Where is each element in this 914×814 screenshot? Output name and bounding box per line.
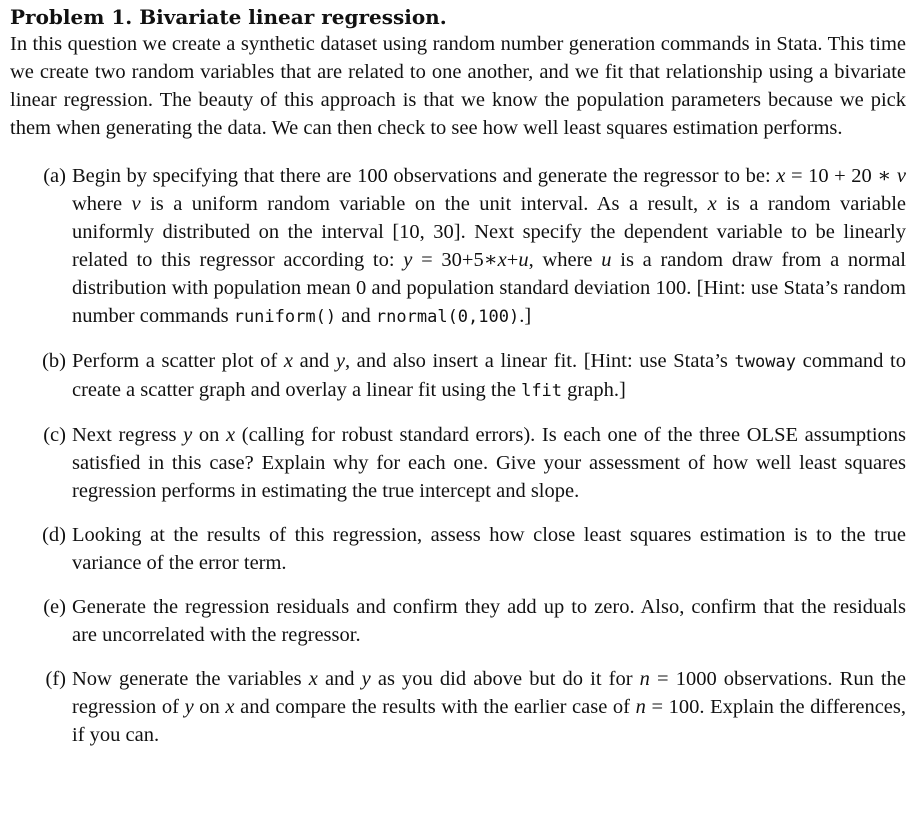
text-segment: and (292, 350, 336, 372)
text-segment: is a random variable uniformly distributed on the interval [10, 30]. Next specify the dependent variable to be linearly related to this regressor according to: (72, 193, 906, 271)
math-variable: n (639, 668, 650, 690)
text-segment: command to create a scatter graph and overlay a linear fit using the (72, 350, 907, 401)
part-label: (e) (43, 596, 66, 618)
part-label: (f) (45, 668, 66, 690)
text-segment: and (317, 668, 362, 690)
part-text (72, 421, 906, 505)
problem-parts-list (10, 162, 906, 749)
text-segment: is a uniform random variable on the unit interval. As a result, (140, 193, 708, 215)
math-variable: x (776, 165, 786, 187)
text-segment: graph.] (562, 379, 626, 401)
part-label: (c) (43, 424, 66, 446)
text-segment: Looking at the results of this regression, assess how close least squares estimation is to the true variance of the error term. (72, 524, 906, 574)
problem-intro: In this question we create a synthetic dataset using random number generation commands in Stata. This time we create two random variables that are related to one another, and we fit that relationship using a bivariate linear regression. The beauty of this approach is that we know the population parameters because we pick them when generating the data. We can then check to see how well least squares estimation performs. (10, 33, 906, 139)
math-variable: y (183, 424, 193, 446)
text-segment: = 100. Explain the differences, if you can. (72, 696, 906, 746)
text-segment: Begin by specifying that there are 100 observations and generate the regressor to be: (72, 165, 777, 187)
math-variable: x (308, 668, 318, 690)
text-segment: Generate the regression residuals and confirm they add up to zero. Also, confirm that the residuals are uncorrelated with the regressor. (72, 596, 906, 646)
math-variable: u (601, 249, 612, 271)
code-snippet: lfit (521, 381, 563, 401)
text-segment: = 30+5∗ (412, 249, 498, 271)
text-segment: and compare the results with the earlier case of (234, 696, 636, 718)
problem-part (10, 593, 906, 649)
part-label: (b) (42, 350, 66, 372)
text-segment: , and also insert a linear fit. [Hint: use Stata’s (344, 350, 735, 372)
part-text (72, 347, 906, 405)
part-label: (a) (43, 165, 66, 187)
problem-title: Problem 1. Bivariate linear regression. (10, 5, 447, 29)
text-segment: Now generate the variables (72, 668, 309, 690)
part-label: (d) (42, 524, 66, 546)
problem-part (10, 162, 906, 331)
text-segment: = 1000 observations. Run the regression of (72, 668, 906, 718)
text-segment: Perform a scatter plot of (72, 350, 284, 372)
text-segment: (calling for robust standard errors). Is each one of the three OLSE assumptions satisfied in this case? Explain why for each one. Give your assessment of how well least squares regression performs in estimating the true intercept and slope. (72, 424, 906, 502)
part-text (72, 162, 906, 331)
math-variable: y (335, 350, 345, 372)
text-segment: on (193, 696, 226, 718)
text-segment: Next regress (72, 424, 184, 446)
text-segment: where (72, 193, 132, 215)
text-segment: , where (528, 249, 602, 271)
math-variable: x (283, 350, 293, 372)
math-variable: v (896, 165, 906, 187)
code-snippet: twoway (734, 352, 796, 372)
code-snippet: runiform() (233, 307, 337, 327)
math-variable: n (635, 696, 646, 718)
math-variable: x (226, 424, 236, 446)
problem-part (10, 665, 906, 749)
math-variable: x (497, 249, 507, 271)
text-segment: + (506, 249, 519, 271)
text-segment: = 10 + 20 ∗ (785, 165, 897, 187)
problem-part (10, 347, 906, 405)
text-segment: as you did above but do it for (370, 668, 640, 690)
text-segment: and (336, 305, 376, 327)
math-variable: y (361, 668, 371, 690)
math-variable: y (403, 249, 413, 271)
problem-part (10, 421, 906, 505)
math-variable: x (225, 696, 235, 718)
math-variable: v (131, 193, 141, 215)
code-snippet: rnormal(0,100) (375, 307, 520, 327)
math-variable: u (518, 249, 529, 271)
problem-part (10, 521, 906, 577)
part-text (72, 521, 906, 577)
part-text (72, 593, 906, 649)
text-segment: .] (519, 305, 532, 327)
text-segment: is a random draw from a normal distribution with population mean 0 and population standard deviation 100. [Hint: use Stata’s random number commands (72, 249, 906, 327)
math-variable: x (707, 193, 717, 215)
math-variable: y (184, 696, 194, 718)
text-segment: on (192, 424, 227, 446)
part-text (72, 665, 906, 749)
